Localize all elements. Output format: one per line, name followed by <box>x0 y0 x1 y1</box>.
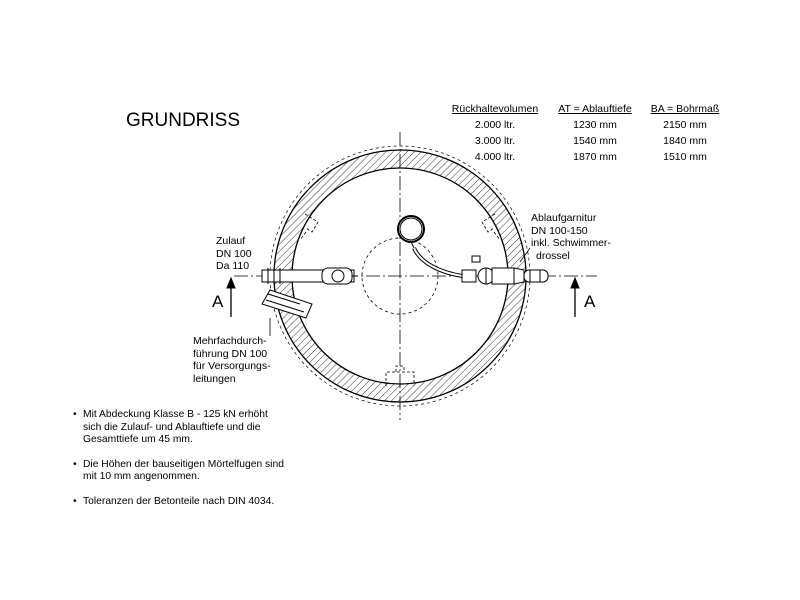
table-cell: 1230 mm <box>573 119 617 131</box>
multi-penetration-label <box>193 335 271 385</box>
bullet: • <box>73 495 77 507</box>
inlet-label-line: DN 100 <box>216 247 252 260</box>
table-cell: 2150 mm <box>663 119 707 131</box>
float-assembly <box>398 216 462 276</box>
multi-penetration-label-line: Mehrfachdurch- <box>193 335 267 347</box>
inlet-label <box>216 235 252 273</box>
section-label-left: A <box>212 292 224 311</box>
multi-penetration-label-line: für Versorgungs- <box>193 360 271 372</box>
table-header-bore-size: BA = Bohrmaß <box>650 103 720 115</box>
bullet: • <box>73 458 77 470</box>
outlet-label-line: Ablaufgarnitur <box>531 212 597 224</box>
outlet-label-line: drossel <box>536 249 570 262</box>
note-line: Toleranzen der Betonteile nach DIN 4034. <box>83 495 275 507</box>
section-marker-right <box>571 278 579 317</box>
note-line: Mit Abdeckung Klasse B - 125 kN erhöht <box>83 409 268 420</box>
notes-list <box>73 409 284 520</box>
table-cell: 1540 mm <box>573 135 617 147</box>
table-header-outlet-depth: AT = Ablauftiefe <box>558 103 632 115</box>
inlet-pipe <box>262 268 358 284</box>
inlet-label-line: Zulauf <box>216 235 246 247</box>
outlet-fitting-label <box>531 212 611 262</box>
table-header-volume: Rückhaltevolumen <box>451 103 539 115</box>
table-cell: 3.000 ltr. <box>474 135 516 147</box>
bullet: • <box>73 409 77 420</box>
outlet-label-line: DN 100-150 <box>531 224 588 237</box>
multi-penetration-label-line: führung DN 100 <box>193 347 268 360</box>
note-item <box>73 409 284 447</box>
inlet-label-line: Da 110 <box>216 260 250 272</box>
table-cell: 1870 mm <box>573 151 617 163</box>
note-line: mit 10 mm angenommen. <box>83 471 200 482</box>
table-cell: 1510 mm <box>663 151 707 163</box>
note-line: Gesamttiefe um 45 mm. <box>83 434 193 445</box>
section-marker-left <box>227 278 235 317</box>
table-cell: 4.000 ltr. <box>474 151 516 163</box>
page-title: GRUNDRISS <box>126 110 241 131</box>
note-item <box>73 496 284 509</box>
multi-penetration-label-line: leitungen <box>193 372 236 385</box>
note-line: Die Höhen der bauseitigen Mörtelfugen sind <box>83 458 284 470</box>
table-cell: 2.000 ltr. <box>474 119 516 131</box>
section-label-right: A <box>584 292 596 311</box>
note-item <box>73 459 284 484</box>
outlet-label-line: inkl. Schwimmer- <box>531 237 611 249</box>
table-cell: 1840 mm <box>663 135 707 147</box>
note-line: sich die Zulauf- und Ablauftiefe und die <box>83 421 261 433</box>
